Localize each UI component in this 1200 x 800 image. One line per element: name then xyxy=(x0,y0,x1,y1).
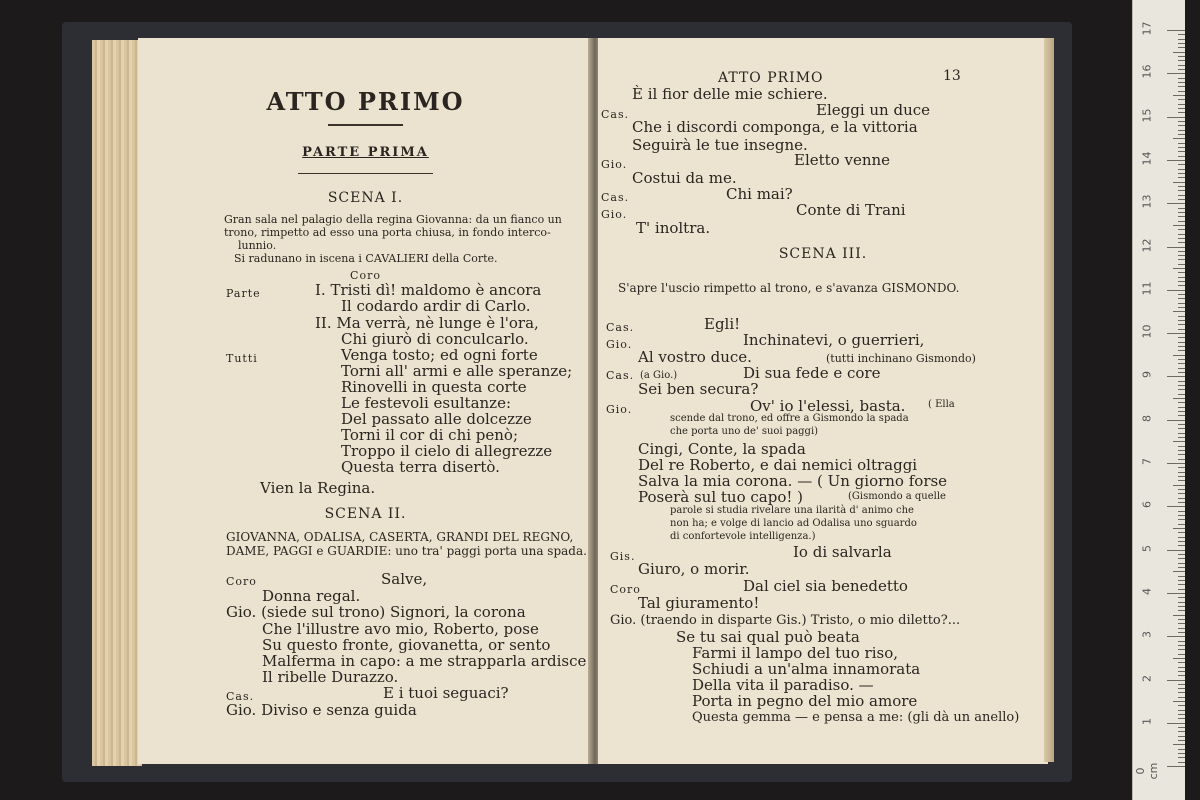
ruler-number: 4 xyxy=(1140,587,1154,595)
speaker-label: Gio. xyxy=(606,338,633,351)
verse-line: Che l'illustre avo mio, Roberto, pose xyxy=(262,620,539,638)
verse-line: Il codardo ardir di Carlo. xyxy=(341,297,531,315)
ruler-tick xyxy=(1178,554,1185,555)
stage-direction: non ha; e volge di lancio ad Odalisa uno sguardo xyxy=(670,518,917,529)
ruler-tick xyxy=(1167,593,1185,594)
ruler-tick xyxy=(1178,641,1185,642)
cast-list: DAME, PAGGI e GUARDIE: uno tra' paggi porta una spada. xyxy=(226,544,587,558)
ruler-tick xyxy=(1178,78,1185,79)
ruler-tick xyxy=(1178,623,1185,624)
ruler-number: 6 xyxy=(1140,501,1154,509)
divider-rule xyxy=(298,173,433,174)
stage-direction: Si radunano in iscena i CAVALIERI della Corte. xyxy=(234,252,498,265)
ruler-number: 16 xyxy=(1140,64,1154,79)
verse-line: Malferma in capo: a me strapparla ardisce xyxy=(262,652,587,670)
ruler-tick xyxy=(1178,749,1185,750)
running-header: ATTO PRIMO xyxy=(718,70,824,86)
ruler-tick xyxy=(1173,528,1185,529)
ruler-tick xyxy=(1178,173,1185,174)
ruler-tick xyxy=(1178,34,1185,35)
ruler-tick xyxy=(1178,320,1185,321)
verse-line: Seguirà le tue insegne. xyxy=(632,136,808,154)
ruler-tick xyxy=(1178,740,1185,741)
ruler-tick xyxy=(1178,394,1185,395)
ruler-tick xyxy=(1178,489,1185,490)
verse-line: Gio. (siede sul trono) Signori, la corona xyxy=(226,603,526,621)
verse-line: Donna regal. xyxy=(262,587,361,605)
ruler-tick xyxy=(1178,411,1185,412)
ruler-tick xyxy=(1178,757,1185,758)
ruler-tick xyxy=(1178,541,1185,542)
ruler-number: 1 xyxy=(1140,717,1154,725)
ruler-tick xyxy=(1178,649,1185,650)
ruler-tick xyxy=(1178,177,1185,178)
stage-direction: (a Gio.) xyxy=(640,370,678,381)
ruler-tick xyxy=(1178,697,1185,698)
ruler-tick xyxy=(1178,368,1185,369)
ruler-tick xyxy=(1167,73,1185,74)
ruler-tick xyxy=(1178,705,1185,706)
ruler-tick xyxy=(1178,303,1185,304)
ruler-tick xyxy=(1178,714,1185,715)
ruler-tick xyxy=(1178,389,1185,390)
ruler-tick xyxy=(1178,212,1185,213)
ruler-tick xyxy=(1178,381,1185,382)
ruler-tick xyxy=(1167,290,1185,291)
ruler-tick xyxy=(1178,316,1185,317)
verse-line: Io di salvarla xyxy=(793,543,892,561)
ruler-tick xyxy=(1178,688,1185,689)
ruler-tick xyxy=(1178,476,1185,477)
ruler-tick xyxy=(1178,199,1185,200)
ruler-tick xyxy=(1178,450,1185,451)
ruler-number: 2 xyxy=(1140,674,1154,682)
ruler-tick xyxy=(1178,164,1185,165)
ruler-tick xyxy=(1178,606,1185,607)
ruler-tick xyxy=(1173,571,1185,572)
ruler-tick xyxy=(1167,463,1185,464)
ruler-tick xyxy=(1178,684,1185,685)
ruler-tick xyxy=(1167,723,1185,724)
ruler-tick xyxy=(1178,242,1185,243)
ruler-tick xyxy=(1173,658,1185,659)
speaker-tutti: Tutti xyxy=(226,352,258,365)
ruler-tick xyxy=(1178,359,1185,360)
ruler-tick xyxy=(1178,407,1185,408)
ruler-number: 5 xyxy=(1140,544,1154,552)
ruler-tick xyxy=(1178,208,1185,209)
ruler-tick xyxy=(1178,433,1185,434)
ruler-tick xyxy=(1178,519,1185,520)
ruler-number: 9 xyxy=(1140,371,1154,379)
stage-direction: Vien la Regina. xyxy=(260,479,376,497)
ruler-tick xyxy=(1167,203,1185,204)
act-title: ATTO PRIMO xyxy=(266,87,465,116)
stage-direction: (tutti inchinano Gismondo) xyxy=(826,352,976,365)
ruler-number: 3 xyxy=(1140,631,1154,639)
speaker-label: Gio. xyxy=(601,158,628,171)
stage-direction: S'apre l'uscio rimpetto al trono, e s'avanza GISMONDO. xyxy=(618,281,960,295)
scene-heading-2: SCENA II. xyxy=(324,506,407,522)
ruler-tick xyxy=(1178,532,1185,533)
ruler-tick xyxy=(1178,428,1185,429)
stage-direction: parole si studia rivelare una ilarità d' animo che xyxy=(670,505,914,516)
ruler-tick xyxy=(1178,580,1185,581)
ruler-tick xyxy=(1178,91,1185,92)
ruler-tick xyxy=(1178,446,1185,447)
ruler-tick xyxy=(1178,480,1185,481)
ruler-tick xyxy=(1178,156,1185,157)
verse-line: Il ribelle Durazzo. xyxy=(262,668,399,686)
ruler-tick xyxy=(1178,190,1185,191)
ruler-tick xyxy=(1178,628,1185,629)
ruler-tick xyxy=(1167,376,1185,377)
verse-line: Questa gemma — e pensa a me: (gli dà un anello) xyxy=(692,710,1020,725)
ruler-tick xyxy=(1178,285,1185,286)
ruler-tick xyxy=(1178,515,1185,516)
ruler-number: 11 xyxy=(1140,281,1154,296)
ruler-tick xyxy=(1167,30,1185,31)
verse-line: È il fior delle mie schiere. xyxy=(632,85,828,103)
ruler-tick xyxy=(1178,576,1185,577)
ruler-number: 7 xyxy=(1140,458,1154,465)
verse-line: Salve, xyxy=(381,570,428,588)
ruler-tick xyxy=(1178,567,1185,568)
ruler-tick xyxy=(1173,268,1185,269)
ruler-tick xyxy=(1167,766,1185,767)
part-title: PARTE PRIMA xyxy=(302,145,429,160)
ruler-tick xyxy=(1178,104,1185,105)
verse-line: Se tu sai qual può beata xyxy=(676,628,860,646)
stage-direction: che porta uno de' suoi paggi) xyxy=(670,426,819,437)
ruler-tick xyxy=(1178,264,1185,265)
ruler-tick xyxy=(1178,372,1185,373)
ruler-tick xyxy=(1178,498,1185,499)
verse-line: Gio. Diviso e senza guida xyxy=(226,701,417,719)
ruler-number: 12 xyxy=(1140,238,1154,252)
ruler-tick xyxy=(1178,537,1185,538)
ruler-tick xyxy=(1167,117,1185,118)
verse-line: Conte di Trani xyxy=(796,201,906,219)
ruler-tick xyxy=(1178,151,1185,152)
ruler-tick xyxy=(1178,632,1185,633)
ruler-tick xyxy=(1178,259,1185,260)
left-page xyxy=(138,38,593,764)
ruler-tick xyxy=(1178,437,1185,438)
ruler-tick xyxy=(1173,485,1185,486)
ruler-number: 0 cm xyxy=(1134,762,1160,780)
speaker-label: Gis. xyxy=(610,550,636,563)
ruler-tick xyxy=(1178,563,1185,564)
ruler-tick xyxy=(1178,108,1185,109)
ruler-tick xyxy=(1173,355,1185,356)
ruler-tick xyxy=(1178,342,1185,343)
verse-line: Farmi il lampo del tuo riso, xyxy=(692,644,899,662)
ruler-tick xyxy=(1178,43,1185,44)
ruler-tick xyxy=(1178,610,1185,611)
ruler-tick xyxy=(1178,675,1185,676)
ruler-number: 8 xyxy=(1140,414,1154,422)
ruler-tick xyxy=(1178,216,1185,217)
ruler-tick xyxy=(1178,710,1185,711)
ruler-tick xyxy=(1178,60,1185,61)
ruler-tick xyxy=(1178,47,1185,48)
verse-line: Di sua fede e core xyxy=(743,364,881,382)
ruler-tick xyxy=(1178,584,1185,585)
verse-line: Della vita il paradiso. — xyxy=(692,676,874,694)
stage-direction: trono, rimpetto ad esso una porta chiusa, in fondo interco- xyxy=(224,226,551,239)
ruler-tick xyxy=(1178,602,1185,603)
measuring-ruler xyxy=(1132,0,1185,800)
ruler-tick xyxy=(1178,619,1185,620)
ruler-tick xyxy=(1167,506,1185,507)
ruler-tick xyxy=(1173,701,1185,702)
ruler-tick xyxy=(1178,147,1185,148)
ruler-tick xyxy=(1173,398,1185,399)
page-edge-right xyxy=(1044,38,1054,762)
ruler-tick xyxy=(1178,753,1185,754)
verse-line: Poserà sul tuo capo! ) xyxy=(638,488,804,506)
ruler-tick xyxy=(1178,645,1185,646)
verse-line: Chi giurò di conculcarlo. xyxy=(341,330,529,348)
verse-line: Troppo il cielo di allegrezze xyxy=(341,442,553,460)
ruler-tick xyxy=(1178,251,1185,252)
speaker-coro: Coro xyxy=(350,269,381,282)
ruler-tick xyxy=(1178,415,1185,416)
verse-line: Questa terra disertò. xyxy=(341,458,500,476)
ruler-tick xyxy=(1178,238,1185,239)
verse-line: Tal giuramento! xyxy=(638,594,760,612)
verse-line: Del passato alle dolcezze xyxy=(341,410,532,428)
ruler-tick xyxy=(1178,493,1185,494)
ruler-tick xyxy=(1173,138,1185,139)
ruler-tick xyxy=(1178,39,1185,40)
stage-direction: lunnio. xyxy=(238,239,277,252)
ruler-tick xyxy=(1167,420,1185,421)
ruler-tick xyxy=(1178,346,1185,347)
ruler-number: 15 xyxy=(1140,108,1154,123)
ruler-tick xyxy=(1178,459,1185,460)
ruler-number: 14 xyxy=(1140,151,1154,166)
speaker-label: Cas. xyxy=(606,369,635,382)
ruler-tick xyxy=(1167,680,1185,681)
ruler-tick xyxy=(1178,307,1185,308)
ruler-tick xyxy=(1178,662,1185,663)
ruler-tick xyxy=(1167,550,1185,551)
verse-line: Porta in pegno del mio amore xyxy=(692,692,918,710)
speaker-label: Gio. xyxy=(606,403,633,416)
verse-line: I. Tristi dì! maldomo è ancora xyxy=(315,281,542,299)
ruler-tick xyxy=(1178,667,1185,668)
ruler-tick xyxy=(1178,545,1185,546)
verse-line: T' inoltra. xyxy=(636,219,711,237)
page-number: 13 xyxy=(943,68,961,84)
ruler-tick xyxy=(1173,225,1185,226)
ruler-tick xyxy=(1178,692,1185,693)
verse-line: Sei ben secura? xyxy=(638,380,759,398)
ruler-tick xyxy=(1178,86,1185,87)
ruler-number: 10 xyxy=(1140,324,1154,339)
verse-line: Gio. (traendo in disparte Gis.) Tristo, o mio diletto?... xyxy=(610,613,961,628)
verse-line: Che i discordi componga, e la vittoria xyxy=(632,118,918,136)
ruler-tick xyxy=(1178,69,1185,70)
scene-heading-1: SCENA I. xyxy=(327,190,404,206)
ruler-tick xyxy=(1178,186,1185,187)
ruler-tick xyxy=(1178,511,1185,512)
ruler-tick xyxy=(1178,671,1185,672)
speaker-label: Cas. xyxy=(601,191,630,204)
verse-line: Costui da me. xyxy=(632,169,737,187)
speaker-cas: Cas. xyxy=(226,690,255,703)
speaker-label: Cas. xyxy=(601,108,630,121)
ruler-tick xyxy=(1173,441,1185,442)
verse-line: Venga tosto; ed ogni forte xyxy=(341,346,538,364)
ruler-tick xyxy=(1178,402,1185,403)
ruler-tick xyxy=(1178,736,1185,737)
ruler-tick xyxy=(1178,99,1185,100)
ruler-tick xyxy=(1178,294,1185,295)
ruler-tick xyxy=(1178,134,1185,135)
verse-line: Ov' io l'elessi, basta. xyxy=(750,397,906,415)
ruler-tick xyxy=(1178,558,1185,559)
ruler-tick xyxy=(1178,277,1185,278)
ruler-tick xyxy=(1173,52,1185,53)
cast-list: GIOVANNA, ODALISA, CASERTA, GRANDI DEL REGNO, xyxy=(226,530,574,544)
ruler-tick xyxy=(1178,195,1185,196)
ruler-tick xyxy=(1178,718,1185,719)
ruler-tick xyxy=(1167,333,1185,334)
ruler-tick xyxy=(1178,281,1185,282)
ruler-tick xyxy=(1178,467,1185,468)
right-page xyxy=(598,38,1048,764)
ruler-number: 13 xyxy=(1140,194,1154,209)
ruler-tick xyxy=(1178,221,1185,222)
ruler-tick xyxy=(1178,82,1185,83)
ruler-tick xyxy=(1178,454,1185,455)
ruler-tick xyxy=(1178,589,1185,590)
ruler-tick xyxy=(1173,744,1185,745)
ruler-tick xyxy=(1178,337,1185,338)
stage-direction: ( Ella xyxy=(928,399,955,410)
ruler-tick xyxy=(1178,385,1185,386)
stage-direction: scende dal trono, ed offre a Gismondo la spada xyxy=(670,413,909,424)
ruler-tick xyxy=(1178,125,1185,126)
ruler-tick xyxy=(1167,247,1185,248)
verse-line: Inchinatevi, o guerrieri, xyxy=(743,331,925,349)
speaker-coro: Coro xyxy=(226,575,257,588)
verse-line: Al vostro duce. xyxy=(638,348,752,366)
ruler-number: 17 xyxy=(1140,21,1154,36)
verse-line: II. Ma verrà, nè lunge è l'ora, xyxy=(315,314,539,332)
ruler-tick xyxy=(1167,160,1185,161)
verse-line: Chi mai? xyxy=(726,185,793,203)
ruler-tick xyxy=(1178,255,1185,256)
verse-line: Cingi, Conte, la spada xyxy=(638,440,806,458)
ruler-tick xyxy=(1178,298,1185,299)
ruler-tick xyxy=(1178,727,1185,728)
ruler-tick xyxy=(1178,424,1185,425)
ruler-tick xyxy=(1178,56,1185,57)
stage-direction: (Gismondo a quelle xyxy=(848,491,946,502)
ruler-tick xyxy=(1173,615,1185,616)
ruler-tick xyxy=(1178,229,1185,230)
speaker-label: Cas. xyxy=(606,321,635,334)
ruler-tick xyxy=(1178,762,1185,763)
ruler-tick xyxy=(1178,169,1185,170)
speaker-parte: Parte xyxy=(226,287,261,300)
ruler-tick xyxy=(1178,524,1185,525)
ruler-tick xyxy=(1178,350,1185,351)
ruler-tick xyxy=(1178,272,1185,273)
ruler-tick xyxy=(1173,311,1185,312)
speaker-label: Coro xyxy=(610,583,641,596)
ruler-tick xyxy=(1178,731,1185,732)
ruler-tick xyxy=(1178,130,1185,131)
verse-line: Del re Roberto, e dai nemici oltraggi xyxy=(638,456,918,474)
ruler-tick xyxy=(1178,324,1185,325)
ornament-rule xyxy=(328,124,403,126)
ruler-tick xyxy=(1178,597,1185,598)
verse-line: Su questo fronte, giovanetta, or sento xyxy=(262,636,551,654)
ruler-tick xyxy=(1178,502,1185,503)
verse-line: E i tuoi seguaci? xyxy=(383,684,509,702)
stage-direction: di confortevole intelligenza.) xyxy=(670,531,816,542)
verse-line: Eletto venne xyxy=(794,151,891,169)
stage-direction: Gran sala nel palagio della regina Giovanna: da un fianco un xyxy=(224,213,562,226)
verse-line: Schiudi a un'alma innamorata xyxy=(692,660,921,678)
ruler-tick xyxy=(1178,329,1185,330)
page-edges xyxy=(92,40,142,766)
verse-line: Dal ciel sia benedetto xyxy=(743,577,908,595)
verse-line: Giuro, o morir. xyxy=(638,560,750,578)
speaker-label: Gio. xyxy=(601,208,628,221)
ruler-tick xyxy=(1178,143,1185,144)
ruler-tick xyxy=(1167,636,1185,637)
ruler-tick xyxy=(1178,65,1185,66)
ruler-tick xyxy=(1178,234,1185,235)
ruler-tick xyxy=(1178,472,1185,473)
verse-line: Rinovelli in questa corte xyxy=(341,378,527,396)
verse-line: Salva la mia corona. — ( Un giorno forse xyxy=(638,472,948,490)
ruler-tick xyxy=(1173,95,1185,96)
ruler-tick xyxy=(1173,182,1185,183)
ruler-tick xyxy=(1178,654,1185,655)
ruler-tick xyxy=(1178,121,1185,122)
verse-line: Egli! xyxy=(704,315,741,333)
ruler-tick xyxy=(1178,363,1185,364)
verse-line: Eleggi un duce xyxy=(816,101,931,119)
verse-line: Torni all' armi e alle speranze; xyxy=(341,362,573,380)
verse-line: Torni il cor di chi penò; xyxy=(341,426,519,444)
scene-heading-3: SCENA III. xyxy=(778,246,868,262)
verse-line: Le festevoli esultanze: xyxy=(341,394,512,412)
ruler-tick xyxy=(1178,112,1185,113)
